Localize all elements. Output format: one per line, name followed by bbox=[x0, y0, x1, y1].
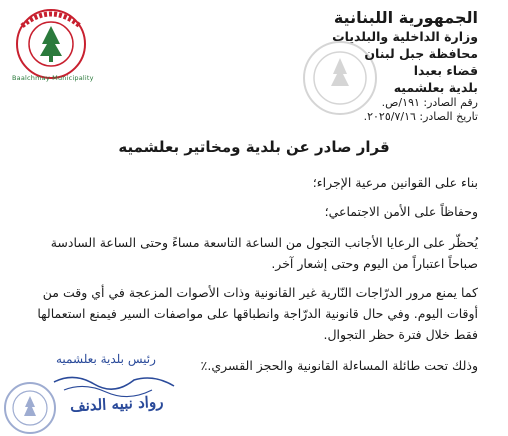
signatory-title: رئيس بلدية بعلشميه bbox=[56, 352, 156, 366]
republic-name: الجمهورية اللبنانية bbox=[333, 8, 478, 27]
paragraph-penalty: وذلك تحت طائلة المساءلة القانونية والحجز القسري.٪ bbox=[200, 358, 478, 373]
paragraph-security: وحفاظاً على الأمن الاجتماعي؛ bbox=[324, 204, 478, 219]
handwritten-signature bbox=[44, 352, 184, 432]
reference-number: رقم الصادر: ١٩١/ص. bbox=[381, 96, 478, 109]
ministry-name: وزارة الداخلية والبلديات bbox=[332, 29, 478, 44]
governorate-name: محافظة جبل لبنان bbox=[364, 46, 478, 61]
paragraph-motorcycles: كما يمنع مرور الدرّاجات النّارية غير القانونية وذات الأصوات المزعجة في أي وقت من أوقات اليوم. وفي حال قانونية الدرّاجة وانطباقها على مواصفات السير فيمنع استعمالها فقط خلال فترة حظر التجوال. bbox=[37, 285, 478, 342]
letterhead bbox=[238, 8, 478, 124]
decision-title: قرار صادر عن بلدية ومخاتير بعلشميه bbox=[118, 138, 390, 156]
logo-caption: Baalchmay Municipality bbox=[12, 74, 94, 82]
issue-date: تاريخ الصادر: ٢٠٢٥/٧/١٦. bbox=[363, 110, 478, 123]
signatory-name: رواد نبيه الدنف bbox=[69, 392, 164, 416]
district-name: قضاء بعبدا bbox=[413, 63, 478, 78]
municipality-name: بلدية بعلشميه bbox=[393, 80, 478, 95]
paragraph-curfew: يُحظّر على الرعايا الأجانب التجول من الساعة التاسعة مساءً وحتى الساعة السادسة صباحاً اعتباراً من اليوم وحتى إشعار آخر. bbox=[50, 235, 478, 271]
paragraph-laws: بناء على القوانين مرعية الإجراء؛ bbox=[312, 175, 478, 190]
